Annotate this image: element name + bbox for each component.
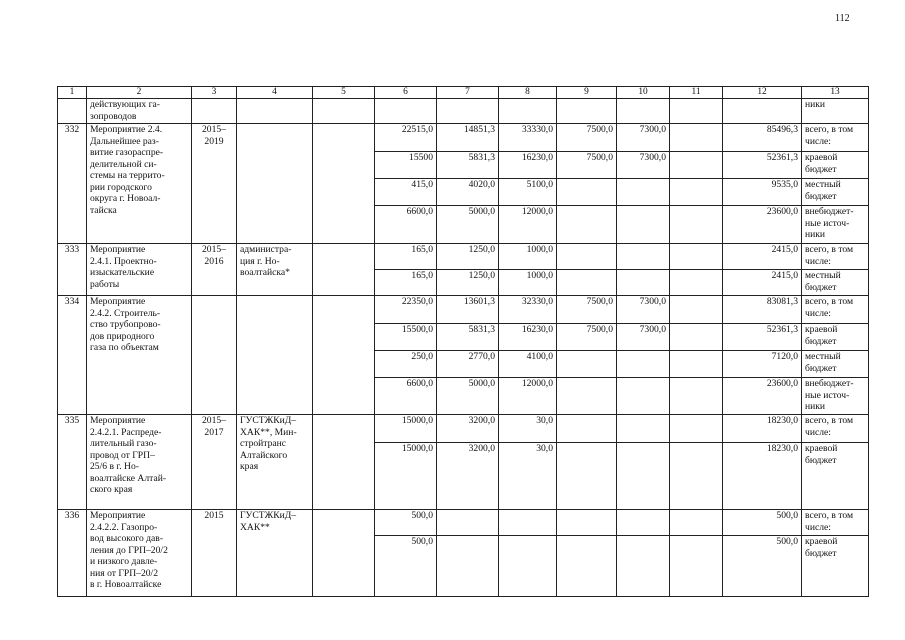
column-header: 10	[617, 87, 670, 99]
amount-cell: 3200,0	[437, 415, 499, 443]
column-header: 3	[192, 87, 237, 99]
measure-name-cell	[87, 415, 192, 510]
funding-source-line: числе:	[805, 307, 831, 319]
amount-cell	[557, 270, 617, 296]
measure-name-line: витие газораспре-	[90, 147, 164, 158]
measure-name-line: Мероприятие 2.4.	[90, 124, 163, 135]
amount-cell: 165,0	[375, 244, 437, 270]
amount-cell: 7500,0	[557, 296, 617, 324]
amount-cell: 7500,0	[557, 152, 617, 179]
amount-cell: 7500,0	[557, 124, 617, 152]
amount-cell	[499, 536, 557, 597]
amount-cell	[617, 179, 670, 206]
period-cell	[192, 124, 237, 244]
column-header: 5	[313, 87, 375, 99]
column-header: 8	[499, 87, 557, 99]
measure-name-line: Мероприятие	[90, 510, 146, 521]
column-header: 2	[87, 87, 192, 99]
measure-name-line: в г. Новоалтайске	[90, 579, 162, 590]
measure-name-line: работы	[90, 278, 120, 290]
amount-cell	[557, 351, 617, 378]
executor-line: ГУСТЖКиД–	[240, 510, 297, 521]
measure-name-cell	[87, 124, 192, 244]
amount-cell: 5000,0	[437, 206, 499, 244]
measure-name-line: 2.4.1. Проектно-	[90, 255, 157, 267]
funding-source-line: всего, в том	[805, 415, 854, 426]
funding-source-line: числе:	[805, 521, 831, 533]
amount-cell	[557, 378, 617, 415]
funding-source-line: бюджет	[805, 454, 837, 466]
measure-name-line: 2.4.2.2. Газопро-	[90, 521, 158, 533]
measure-name-line: изыскательские	[90, 267, 155, 278]
amount-cell	[617, 351, 670, 378]
amount-cell: 7300,0	[617, 152, 670, 179]
measure-number-cell: 332	[58, 124, 87, 244]
amount-cell	[617, 244, 670, 270]
measure-name-line: ления до ГРП–20/2	[90, 544, 168, 556]
measure-name-line: округа г. Новоал-	[90, 193, 161, 204]
executor-cell	[237, 510, 313, 597]
amount-cell	[670, 443, 723, 510]
funding-source-line: ники	[805, 99, 826, 110]
table-cell	[313, 415, 375, 510]
measure-name-line: делительной си-	[90, 158, 157, 170]
funding-source-line: внебюджет-	[805, 378, 854, 389]
amount-cell	[557, 179, 617, 206]
amount-cell	[437, 510, 499, 536]
amount-cell: 18230,0	[723, 443, 802, 510]
amount-cell: 1000,0	[499, 244, 557, 270]
amount-cell	[670, 510, 723, 536]
funding-source-cell	[802, 443, 869, 510]
funding-source-line: бюджет	[805, 190, 837, 202]
amount-cell: 30,0	[499, 415, 557, 443]
executor-line: администра-	[240, 244, 292, 255]
funding-source-line: ники	[805, 229, 826, 240]
amount-cell	[617, 510, 670, 536]
funding-source-line: бюджет	[805, 281, 837, 293]
funding-source-line: всего, в том	[805, 124, 854, 135]
page-number: 112	[835, 13, 850, 24]
continuation-row	[58, 99, 869, 124]
amount-cell	[670, 415, 723, 443]
funding-source-cell	[802, 206, 869, 244]
amount-cell: 16230,0	[499, 324, 557, 351]
funding-source-line: числе:	[805, 426, 831, 438]
funding-source-cell	[802, 244, 869, 270]
table-cell	[557, 99, 617, 124]
amount-cell: 16230,0	[499, 152, 557, 179]
measure-name-line: газа по объектам	[90, 342, 159, 353]
amount-cell	[670, 124, 723, 152]
amount-cell	[617, 206, 670, 244]
funding-source-line: краевой	[805, 324, 838, 335]
table-cell	[58, 99, 87, 124]
amount-cell	[617, 415, 670, 443]
amount-cell: 15000,0	[375, 415, 437, 443]
column-header-row	[58, 87, 869, 99]
amount-cell: 22515,0	[375, 124, 437, 152]
measure-number-cell: 336	[58, 510, 87, 597]
amount-cell: 5831,3	[437, 152, 499, 179]
amount-cell: 15500	[375, 152, 437, 179]
measure-name-line: провод от ГРП–	[90, 449, 155, 461]
amount-cell: 85496,3	[723, 124, 802, 152]
funding-source-line: местный	[805, 179, 841, 190]
funding-source-line: бюджет	[805, 362, 837, 374]
measure-name-line: 25/6 в г. Но-	[90, 461, 139, 472]
funding-source-line: бюджет	[805, 335, 837, 347]
amount-cell: 6600,0	[375, 378, 437, 415]
amount-cell: 7300,0	[617, 124, 670, 152]
amount-cell: 83081,3	[723, 296, 802, 324]
funding-source-line: всего, в том	[805, 510, 854, 521]
measure-name-line: зопроводов	[90, 110, 137, 122]
column-header: 6	[375, 87, 437, 99]
table-cell	[313, 296, 375, 415]
measure-name-cell	[87, 510, 192, 597]
period-cell	[192, 510, 237, 597]
measure-name-cell	[87, 296, 192, 415]
amount-cell: 23600,0	[723, 378, 802, 415]
funding-source-line: внебюджет-	[805, 206, 854, 217]
executor-line: края	[240, 461, 259, 472]
measure-name-line: Мероприятие	[90, 296, 146, 307]
column-header: 12	[723, 87, 802, 99]
amount-cell: 7500,0	[557, 324, 617, 351]
measure-name-line: 2.4.2.1. Распреде-	[90, 426, 162, 438]
table-cell	[313, 124, 375, 244]
funding-source-line: ные источ-	[805, 217, 850, 229]
amount-cell: 415,0	[375, 179, 437, 206]
measure-name-line: ского края	[90, 484, 133, 495]
funding-source-cell	[802, 124, 869, 152]
amount-cell	[670, 378, 723, 415]
amount-cell: 12000,0	[499, 378, 557, 415]
funding-source-line: числе:	[805, 255, 831, 267]
table-cell	[499, 99, 557, 124]
measure-name-line: вод высокого дав-	[90, 533, 164, 544]
program-measures-table	[57, 86, 869, 597]
period-line: 2016	[204, 255, 224, 267]
amount-cell	[670, 351, 723, 378]
period-line: 2019	[204, 135, 224, 147]
period-line: 2015	[204, 510, 224, 521]
executor-cell	[237, 244, 313, 296]
measure-number-cell: 334	[58, 296, 87, 415]
amount-cell: 5831,3	[437, 324, 499, 351]
amount-cell	[617, 443, 670, 510]
amount-cell: 2770,0	[437, 351, 499, 378]
funding-source-line: всего, в том	[805, 244, 854, 255]
measure-name-line: ния от ГРП–20/2	[90, 567, 159, 579]
amount-cell	[499, 510, 557, 536]
amount-cell: 32330,0	[499, 296, 557, 324]
table-cell	[670, 99, 723, 124]
funding-source-line: бюджет	[805, 163, 837, 175]
measure-name-line: дов природного	[90, 330, 155, 342]
funding-source-line: ники	[805, 401, 826, 412]
measure-name-line: Мероприятие	[90, 244, 146, 255]
amount-cell: 6600,0	[375, 206, 437, 244]
table-cell	[617, 99, 670, 124]
measure-name-cell	[87, 244, 192, 296]
table-cell	[313, 99, 375, 124]
amount-cell	[557, 443, 617, 510]
amount-cell: 1250,0	[437, 244, 499, 270]
table-cell	[313, 510, 375, 597]
measure-name-line: действующих га-	[90, 99, 160, 110]
funding-source-cell	[802, 536, 869, 597]
funding-source-line: краевой	[805, 152, 838, 163]
table-cell	[375, 99, 437, 124]
table-cell	[87, 99, 192, 124]
column-header: 4	[237, 87, 313, 99]
amount-cell: 1000,0	[499, 270, 557, 296]
measure-name-line: воалтайске Алтай-	[90, 472, 167, 484]
amount-cell	[617, 270, 670, 296]
measure-number-cell: 333	[58, 244, 87, 296]
executor-line: Алтайского	[240, 449, 288, 461]
amount-cell: 4020,0	[437, 179, 499, 206]
table-cell	[192, 99, 237, 124]
executor-cell	[237, 415, 313, 510]
amount-cell: 12000,0	[499, 206, 557, 244]
funding-source-cell	[802, 351, 869, 378]
amount-cell	[670, 206, 723, 244]
measure-name-line: лительный газо-	[90, 438, 157, 449]
amount-cell: 18230,0	[723, 415, 802, 443]
amount-cell: 500,0	[375, 510, 437, 536]
amount-cell: 7300,0	[617, 324, 670, 351]
funding-source-cell	[802, 152, 869, 179]
table-row	[58, 415, 869, 443]
amount-cell: 500,0	[375, 536, 437, 597]
funding-source-line: всего, в том	[805, 296, 854, 307]
amount-cell: 52361,3	[723, 324, 802, 351]
amount-cell: 500,0	[723, 510, 802, 536]
column-header: 11	[670, 87, 723, 99]
amount-cell	[557, 536, 617, 597]
amount-cell	[670, 179, 723, 206]
funding-source-line: числе:	[805, 135, 831, 147]
period-line: 2015–	[202, 244, 226, 255]
amount-cell: 250,0	[375, 351, 437, 378]
executor-line: ГУСТЖКиД–	[240, 415, 297, 426]
amount-cell: 165,0	[375, 270, 437, 296]
funding-source-cell	[802, 270, 869, 296]
executor-line: воалтайска*	[240, 267, 290, 278]
amount-cell: 30,0	[499, 443, 557, 510]
funding-source-cell	[802, 179, 869, 206]
amount-cell: 15000,0	[375, 443, 437, 510]
amount-cell	[670, 536, 723, 597]
funding-source-line: местный	[805, 270, 841, 281]
measure-name-line: Мероприятие	[90, 415, 146, 426]
period-cell	[192, 244, 237, 296]
funding-source-line: местный	[805, 351, 841, 362]
measure-name-line: рии городского	[90, 181, 152, 193]
executor-cell	[237, 124, 313, 244]
column-header: 1	[58, 87, 87, 99]
amount-cell	[670, 296, 723, 324]
amount-cell	[557, 206, 617, 244]
amount-cell: 5100,0	[499, 179, 557, 206]
period-line: 2015–	[202, 124, 226, 135]
amount-cell: 7120,0	[723, 351, 802, 378]
amount-cell	[617, 536, 670, 597]
amount-cell	[557, 510, 617, 536]
table-row	[58, 124, 869, 152]
amount-cell: 1250,0	[437, 270, 499, 296]
measure-number-cell: 335	[58, 415, 87, 510]
table-cell	[237, 99, 313, 124]
measure-name-line: Дальнейшее раз-	[90, 135, 159, 147]
funding-source-line: ные источ-	[805, 389, 850, 401]
funding-source-line: бюджет	[805, 547, 837, 559]
executor-cell	[237, 296, 313, 415]
measure-name-line: стемы на террито-	[90, 170, 165, 181]
table-row	[58, 244, 869, 270]
measure-name-line: 2.4.2. Строитель-	[90, 307, 161, 319]
column-header: 7	[437, 87, 499, 99]
table-cell	[723, 99, 802, 124]
executor-line: ХАК**, Мин-	[240, 426, 297, 438]
measure-name-line: тайска	[90, 204, 117, 216]
table-cell	[313, 244, 375, 296]
amount-cell	[617, 378, 670, 415]
funding-source-cell	[802, 324, 869, 351]
funding-source-cell	[802, 510, 869, 536]
period-cell	[192, 415, 237, 510]
column-header: 13	[802, 87, 869, 99]
column-header: 9	[557, 87, 617, 99]
amount-cell: 15500,0	[375, 324, 437, 351]
amount-cell	[557, 244, 617, 270]
amount-cell	[670, 270, 723, 296]
amount-cell: 3200,0	[437, 443, 499, 510]
amount-cell: 2415,0	[723, 244, 802, 270]
funding-source-cell	[802, 296, 869, 324]
amount-cell: 4100,0	[499, 351, 557, 378]
amount-cell	[670, 244, 723, 270]
amount-cell: 14851,3	[437, 124, 499, 152]
amount-cell: 22350,0	[375, 296, 437, 324]
executor-line: ция г. Но-	[240, 255, 280, 267]
period-line: 2017	[204, 426, 224, 438]
amount-cell: 7300,0	[617, 296, 670, 324]
funding-source-cell	[802, 415, 869, 443]
table-row	[58, 510, 869, 536]
amount-cell	[557, 415, 617, 443]
funding-source-line: краевой	[805, 443, 838, 454]
table-cell	[802, 99, 869, 124]
amount-cell: 23600,0	[723, 206, 802, 244]
amount-cell	[670, 324, 723, 351]
amount-cell: 13601,3	[437, 296, 499, 324]
measure-name-line: ство трубопрово-	[90, 319, 161, 330]
period-cell	[192, 296, 237, 415]
period-line: 2015–	[202, 415, 226, 426]
executor-line: стройтранс	[240, 438, 287, 449]
amount-cell: 5000,0	[437, 378, 499, 415]
funding-source-line: краевой	[805, 536, 838, 547]
funding-source-cell	[802, 378, 869, 415]
amount-cell: 2415,0	[723, 270, 802, 296]
measure-name-line: и низкого давле-	[90, 556, 158, 567]
amount-cell: 500,0	[723, 536, 802, 597]
amount-cell: 52361,3	[723, 152, 802, 179]
table-cell	[437, 99, 499, 124]
amount-cell	[437, 536, 499, 597]
table-row	[58, 296, 869, 324]
amount-cell: 9535,0	[723, 179, 802, 206]
executor-line: ХАК**	[240, 521, 270, 533]
amount-cell: 33330,0	[499, 124, 557, 152]
amount-cell	[670, 152, 723, 179]
